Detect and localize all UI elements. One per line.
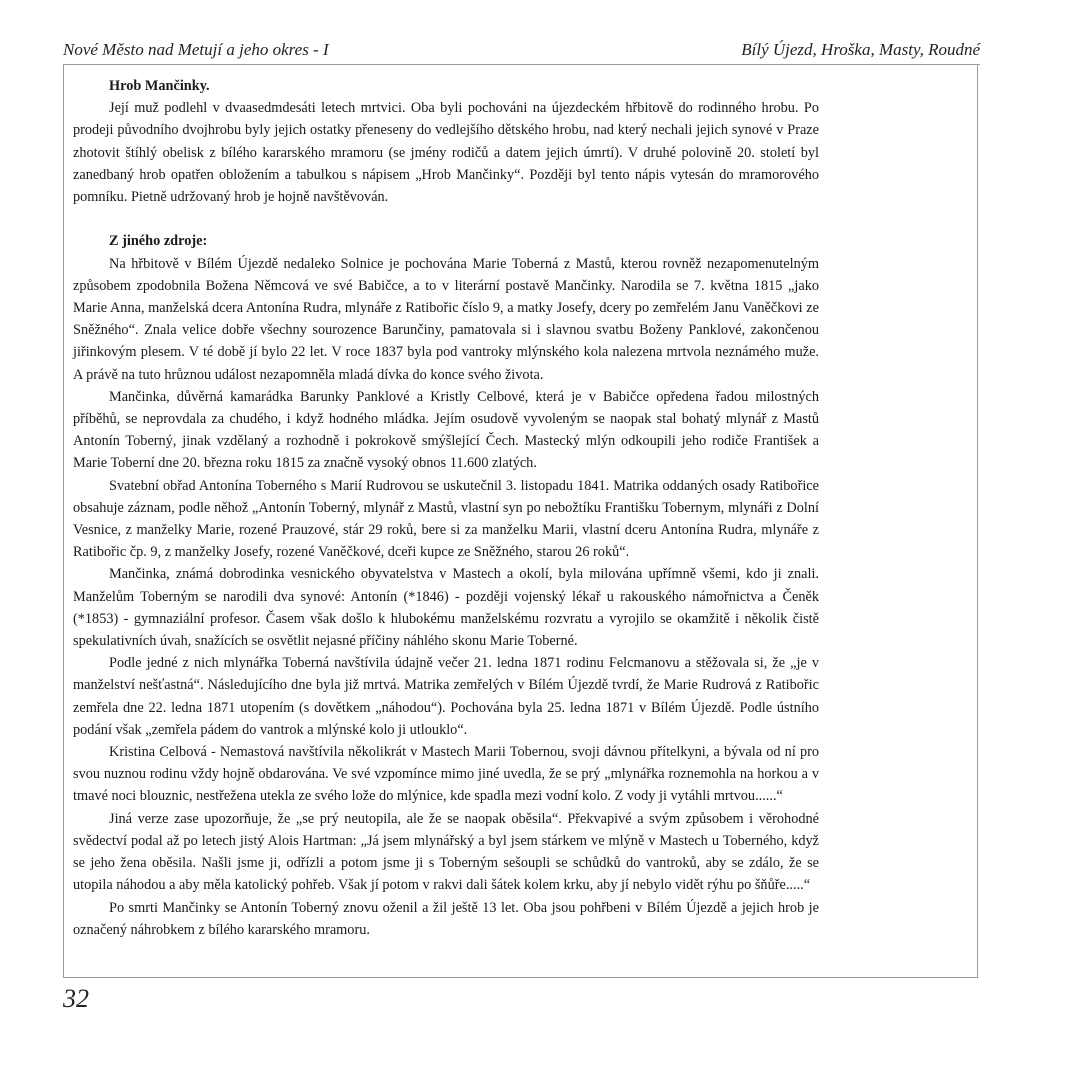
paragraph: Kristina Celbová - Nemastová navštívila několikrát v Mastech Marii Tobernou, svoji dávnou přítelkyni, a bývala od ní pro svou nuznou rodinu vždy hojně obdarována. Ve své vzpomínce mimo jiné uvedla, že se prý „mlynářka roznemohla na horkou a v tmavé noci blouznic, nestřežena utekla ze svého lože do mlýnice, kde spadla mezi vodní kolo. Z vody ji vytáhli mrtvou......“ (73, 744, 819, 805)
header-chapter-title: Bílý Újezd, Hroška, Masty, Roudné (741, 40, 980, 59)
paragraph: Jiná verze zase upozorňuje, že „se prý neutopila, ale že se naopak oběsila“. Překvapivé a svým způsobem i věrohodné svědectví podal až po letech jistý Alois Hartman: „Já jsem mlynářský a byl jsem stárkem ve mlýně v Mastech u Toberného, když se jeho žena oběsila. Našli jsme ji, odřízli a potom jsme ji s Toberným sešoupli se schůdků do vantroků, aby se zdálo, že se utopila náhodou a aby měla katolický pohřeb. Však jí potom v rakvi dali šátek kolem krku, aby jí nebylo vidět rýhu po šňůře.....“ (73, 810, 819, 894)
paragraph: Mančinka, důvěrná kamarádka Barunky Panklové a Kristly Celbové, která je v Babičce opředena řadou milostných příběhů, se neprovdala za chudého, i když hodného mládka. Jejím osudově vyvoleným se naopak stal bohatý mlynář z Mastů Antonín Toberný, jinak vzdělaný a rozhodně i pokrokově smýšlející Čech. Mastecký mlýn odkoupili jeho rodiče František a Marie Toberní dne 20. března roku 1815 za značně vysoký obnos 11.600 zlatých. (73, 388, 819, 472)
page-body (73, 75, 819, 941)
header-book-title: Nové Město nad Metují a jeho okres - I (63, 40, 329, 59)
section-heading-grave: Hrob Mančinky. (109, 78, 210, 94)
paragraph: Její muž podlehl v dvaasedmdesáti letech mrtvici. Oba byli pochováni na újezdeckém hřbitově do rodinného hrobu. Po prodeji původního dvojhrobu byly jejich ostatky přeneseny do vedlejšího dětského hrobu, nad který nechali jejich synové v Praze zhotovit štíhlý obelisk z bílého kararského mramoru (se jmény rodičů a datem jejich úmrtí). V druhé polovině 20. století byl zanedbaný hrob opatřen obložením a tabulkou s nápisem „Hrob Mančinky“. Později byl tento nápis vytesán do mramorového pomníku. Pietně udržovaný hrob je hojně navštěvován. (73, 100, 819, 206)
paragraph: Podle jedné z nich mlynářka Toberná navštívila údajně večer 21. ledna 1871 rodinu Felcmanovu a stěžovala si, že „je v manželství nešťastná“. Následujícího dne byla již mrtvá. Matrika zemřelých v Bílém Újezdě tvrdí, že Marie Rudrová z Ratibořic zemřela dne 22. ledna 1871 utopením (s dovětkem „náhodou“). Pochována byla 25. ledna 1871 v Bílém Újezdě. Podle ústního podání však „zemřela pádem do vantrok a mlýnské kolo ji utlouklo“. (73, 655, 819, 738)
section-heading-other-source: Z jiného zdroje: (109, 233, 208, 250)
page-number: 32 (63, 984, 89, 1013)
paragraph: Po smrti Mančinky se Antonín Toberný znovu oženil a žil ještě 13 let. Oba jsou pohřbeni v Bílém Újezdě a jejich hrob je označený náhrobkem z bílého kararského mramoru. (73, 899, 819, 938)
running-header (63, 40, 980, 62)
paragraph: Na hřbitově v Bílém Újezdě nedaleko Solnice je pochována Marie Toberná z Mastů, kterou rovněž nezapomenutelným způsobem zpodobnila Božena Němcová ve své Babičce, a to v literární postavě Mančinky. Narodila se 7. května 1815 „jako Marie Anna, manželská dcera Antonína Rudra, mlynáře z Ratibořic číslo 9, a matky Josefy, dcery po zemřelém Janu Vaněčkovi ze Sněžného“. Znala velice dobře všechny sourozence Barunčiny, pamatovala si i slavnou svatbu Boženy Panklové, zakončenou jiřinkovým plesem. V té době jí bylo 22 let. V roce 1837 byla pod vantroky mlýnského kola nalezena mrtvola neznámého muže. A právě na tuto hrůznou událost nezapomněla mladá dívka do konce svého života. (73, 255, 819, 383)
paragraph: Mančinka, známá dobrodinka vesnického obyvatelstva v Mastech a okolí, byla milována upřímně všemi, kdo ji znali. Manželům Toberným se narodili dva synové: Antonín (*1846) - později vojenský lékař u rakouského námořnictva a Čeněk (*1853) - gymnaziální profesor. Časem však došlo k hlubokému manželskému rozvratu a vyrojilo se okamžitě i několik čistě spekulativních úvah, snažících se osvětlit nejasné příčiny náhlého skonu Marie Toberné. (73, 566, 819, 650)
paragraph: Svatební obřad Antonína Toberného s Marií Rudrovou se uskutečnil 3. listopadu 1841. Matrika oddaných osady Ratibořice obsahuje záznam, podle něhož „Antonín Toberný, mlynář z Mastů, vlastní syn po nebožtíku Františku Tobernym, mlynáři z Dolní Vesnice, z manželky Marie, rozené Prauzové, stár 29 roků, bere si za manželku Marii, vlastní dceru Antonína Rudra, mlynáře z Ratibořic čp. 9, z manželky Josefy, rozené Vaněčkové, dceři kupce ze Sněžného, starou 26 roků“. (73, 477, 819, 561)
section-spacer (73, 208, 819, 230)
